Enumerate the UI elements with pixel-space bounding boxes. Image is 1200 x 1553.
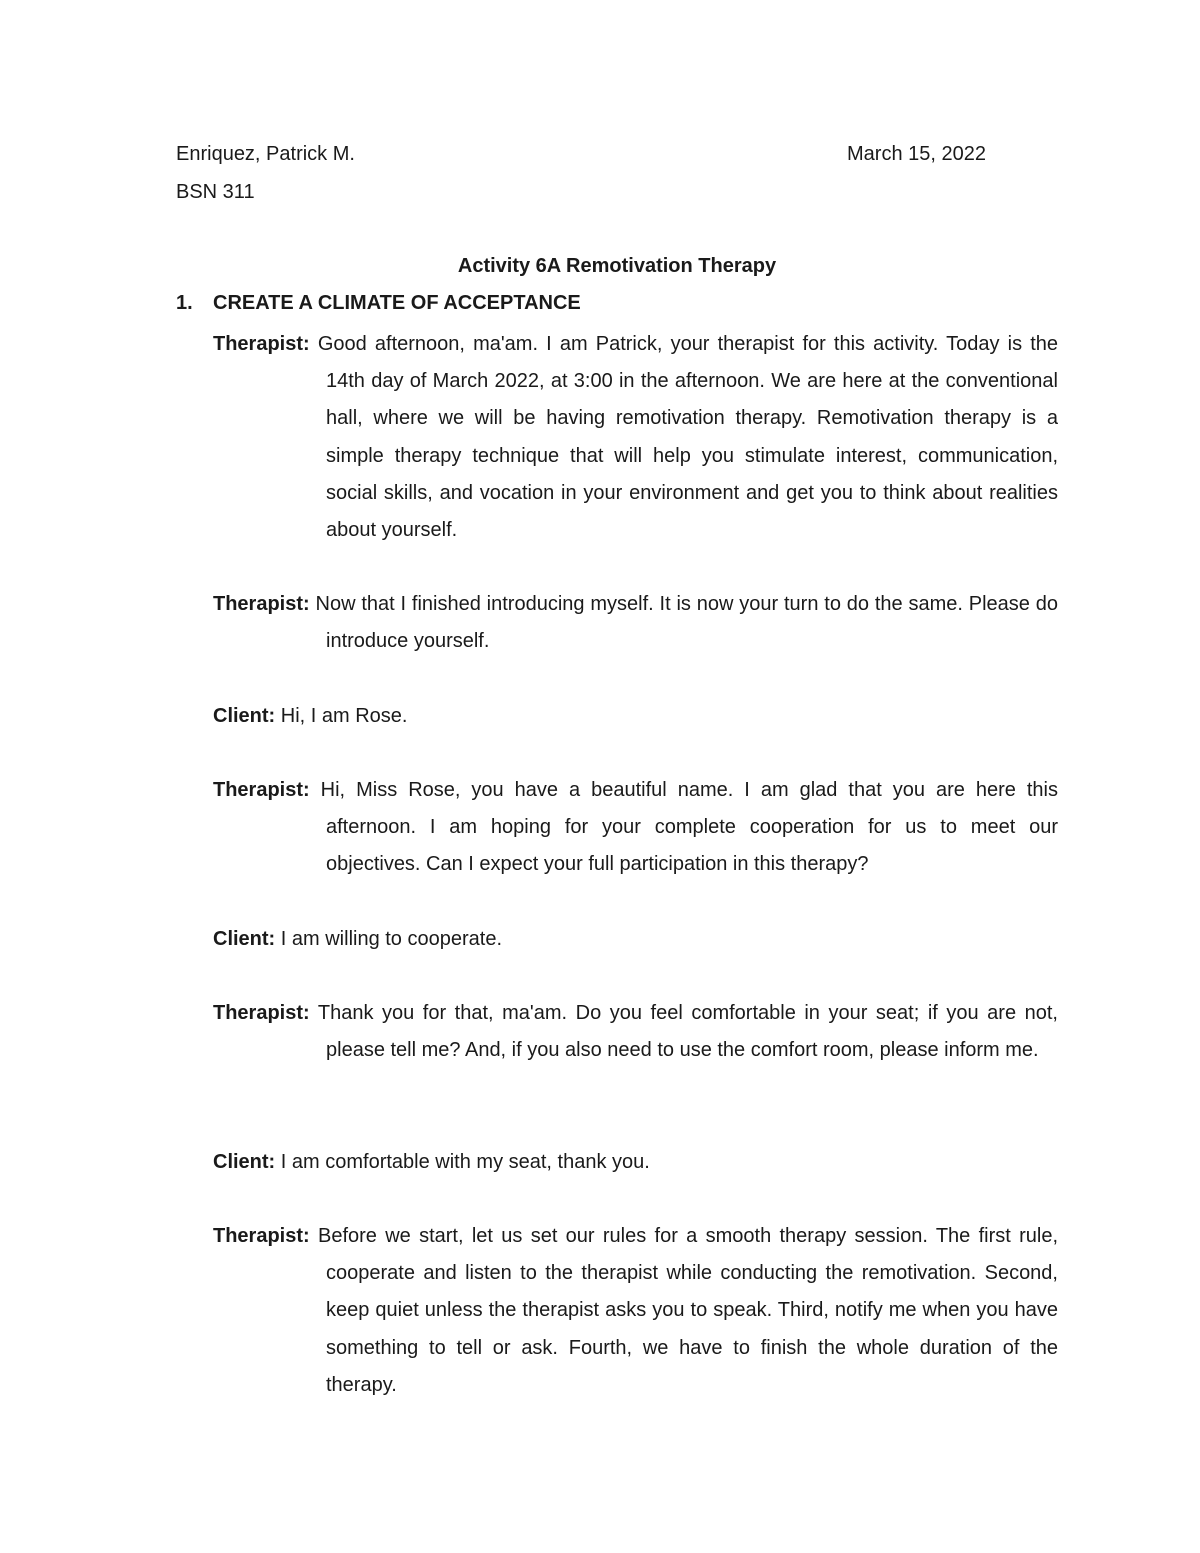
dialogue-turn [213, 921, 1058, 958]
student-section: BSN 311 [176, 181, 255, 203]
dialogue-text: Good afternoon, ma'am. I am Patrick, your therapist for this activity. Today is the 14th day of March 2022, at 3:00 in the afternoon. We are here at the conventional hall, where we will be having remotivation therapy. Remotivation therapy is a simple therapy technique that will help you stimulate interest, communication, social skills, and vocation in your environment and get you to think about realities about yourself. [317, 333, 1059, 542]
speaker-label: Client: [213, 1151, 276, 1173]
dialogue-text: I am comfortable with my seat, thank you. [280, 1151, 650, 1173]
dialogue-text: Hi, I am Rose. [280, 705, 408, 727]
dialogue-text: I am willing to cooperate. [280, 928, 503, 950]
student-name: Enriquez, Patrick M. [176, 143, 355, 165]
dialogue-turn [213, 698, 1058, 735]
dialogue-turn [213, 772, 1058, 884]
dialogue-turn [213, 586, 1058, 660]
document-title: Activity 6A Remotivation Therapy [457, 255, 777, 277]
dialogue-text: Hi, Miss Rose, you have a beautiful name. I am glad that you are here this afternoon. I am hoping for your complete cooperation for us to meet our objectives. Can I expect your full participation in this therapy? [320, 779, 1058, 876]
dialogue-turn [213, 995, 1058, 1069]
section-number: 1. [176, 292, 193, 314]
section-heading [176, 290, 581, 316]
speaker-label: Therapist: [213, 593, 310, 615]
speaker-label: Client: [213, 705, 276, 727]
speaker-label: Therapist: [213, 333, 310, 355]
document-date: March 15, 2022 [847, 143, 986, 165]
speaker-label: Client: [213, 928, 276, 950]
speaker-label: Therapist: [213, 1225, 310, 1247]
dialogue-text: Before we start, let us set our rules for a smooth therapy session. The first rule, cooperate and listen to the therapist while conducting the remotivation. Second, keep quiet unless the therapist asks you to speak. Third, notify me when you have something to tell or ask. Fourth, we have to finish the whole duration of the therapy. [318, 1225, 1059, 1396]
speaker-label: Therapist: [213, 779, 310, 801]
speaker-label: Therapist: [213, 1002, 310, 1024]
dialogue-turn [213, 1144, 1058, 1181]
dialogue-text: Thank you for that, ma'am. Do you feel comfortable in your seat; if you are not, please tell me? And, if you also need to use the comfort room, please inform me. [317, 1002, 1058, 1062]
dialogue-turn [213, 1218, 1058, 1404]
dialogue-text: Now that I finished introducing myself. It is now your turn to do the same. Please do introduce yourself. [315, 593, 1058, 653]
section-title: CREATE A CLIMATE OF ACCEPTANCE [213, 292, 581, 314]
dialogue-turn [213, 326, 1058, 549]
